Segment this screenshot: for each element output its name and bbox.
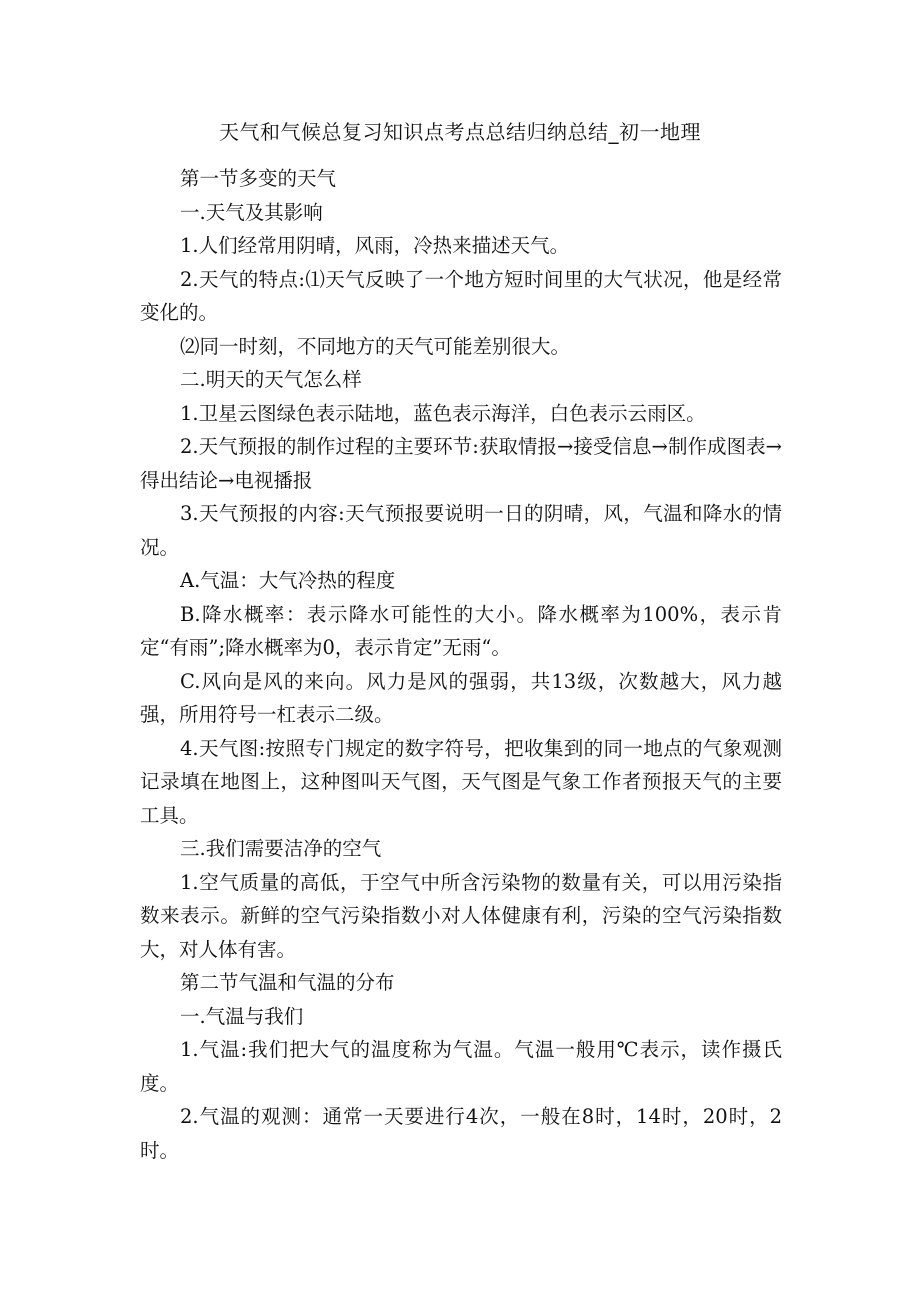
document-body [140,162,782,1167]
paragraph: 3.天气预报的内容:天气预报要说明一日的阴晴，风，气温和降水的情况。 [140,502,782,559]
paragraph: 1.卫星云图绿色表示陆地，蓝色表示海洋，白色表示云雨区。 [180,401,706,425]
subheading-clean-air: 三.我们需要洁净的空气 [180,837,382,860]
paragraph: 4.天气图:按照专门规定的数字符号，把收集到的同一地点的气象观测记录填在地图上，这种图叫天气图，天气图是气象工作者预报天气的主要工具。 [140,736,782,827]
paragraph: 1.空气质量的高低，于空气中所含污染物的数量有关，可以用污染指数来表示。新鲜的空气污染指数小对人体健康有利，污染的空气污染指数大，对人体有害。 [140,870,782,961]
paragraph: 2.天气的特点:⑴天气反映了一个地方短时间里的大气状况，他是经常变化的。 [140,267,782,324]
paragraph: 1.气温:我们把大气的温度称为气温。气温一般用℃表示，读作摄氏度。 [140,1038,782,1095]
document-title: 天气和气候总复习知识点考点总结归纳总结_初一地理 [219,120,701,144]
section-heading-2: 第二节气温和气温的分布 [180,971,395,994]
subheading-weather-impact: 一.天气及其影响 [180,200,323,224]
paragraph: 2.气温的观测：通常一天要进行4次，一般在8时，14时，20时，2时。 [140,1105,782,1162]
paragraph: ⑵同一时刻，不同地方的天气可能差别很大。 [180,334,571,358]
paragraph: A.气温：大气冷热的程度 [180,569,396,592]
paragraph: C.风向是风的来向。风力是风的强弱，共13级，次数越大，风力越强，所用符号一杠表示二级。 [140,669,782,726]
paragraph: 1.人们经常用阴晴，风雨，冷热来描述天气。 [180,234,570,257]
paragraph: 2.天气预报的制作过程的主要环节:获取情报→接受信息→制作成图表→得出结论→电视播报 [140,435,782,492]
subheading-temperature: 一.气温与我们 [180,1004,304,1028]
subheading-tomorrow-weather: 二.明天的天气怎么样 [180,368,362,391]
section-heading-1: 第一节多变的天气 [180,167,337,190]
paragraph: B.降水概率：表示降水可能性的大小。降水概率为100%，表示肯定“有雨”;降水概率为0，表示肯定”无雨“。 [140,602,782,659]
